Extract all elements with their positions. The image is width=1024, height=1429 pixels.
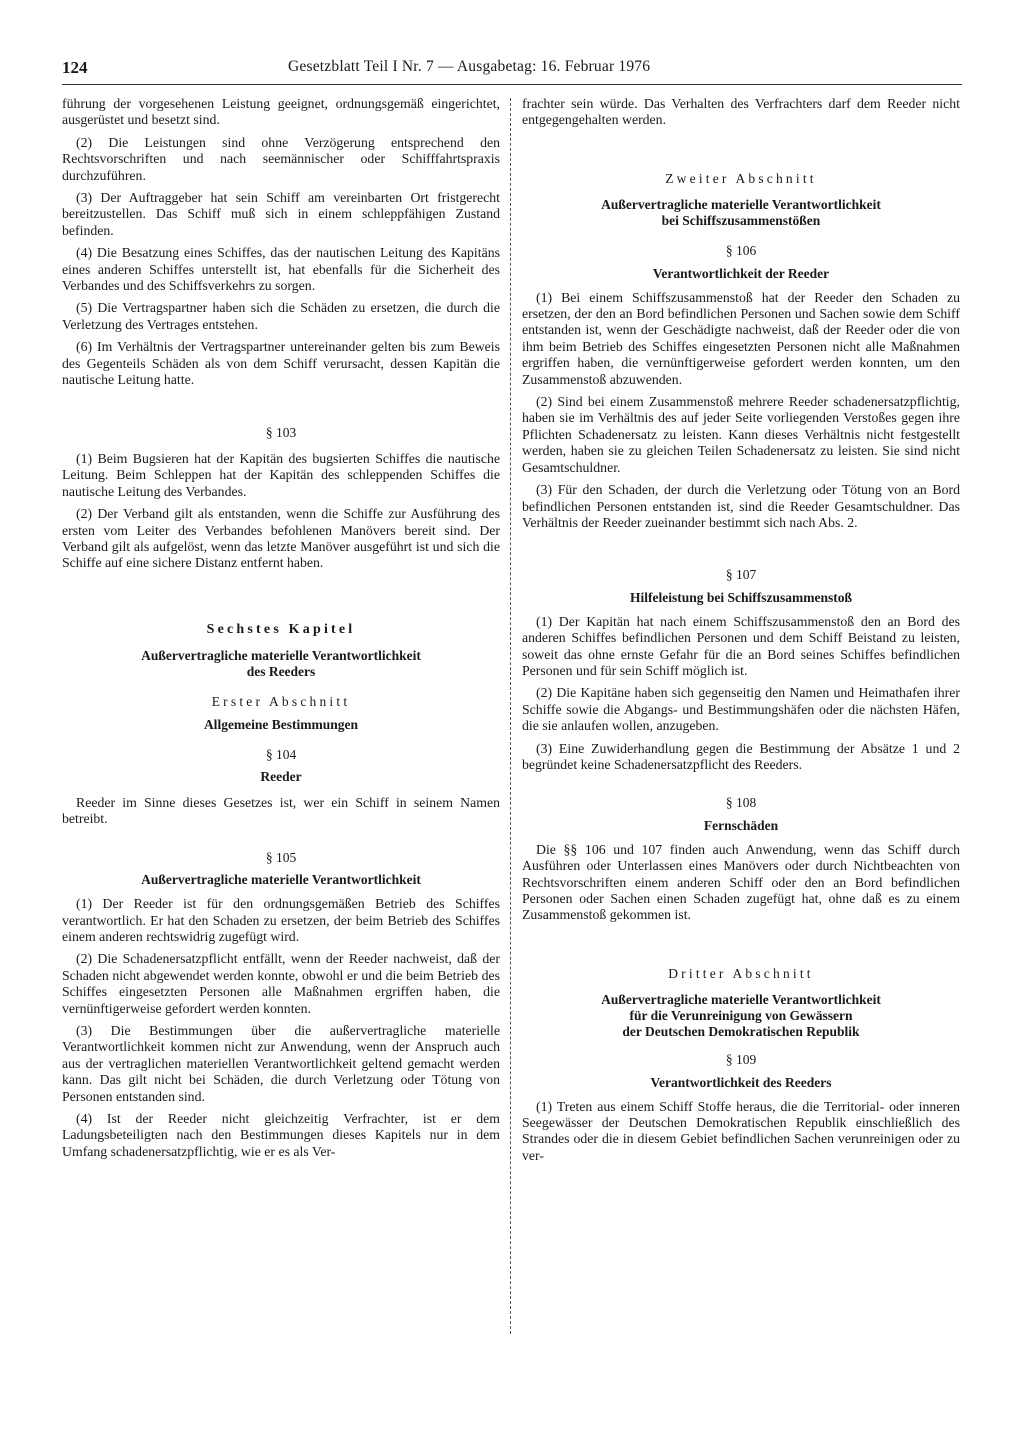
chapter-title: Außervertragliche materielle Verantwortlichkeit [141,648,421,664]
section-title: Verantwortlichkeit der Reeder [652,265,830,281]
paragraph: (3) Die Bestimmungen über die außervertragliche materielle Verantwortlichkeit kommen nicht zur Anwendung, wenn der Anspruch auch aus der vertraglichen materiellen Verantwortlichkeit geltend gemacht werden kann. Das gilt nicht bei Schäden, die durch Verletzung oder Tötung von Personen entstanden sind. [62,1023,500,1104]
chapter-title: des Reeders [246,664,316,680]
section-number: § 106 [725,243,757,259]
section-number: § 108 [725,795,757,811]
paragraph: (2) Die Kapitäne haben sich gegenseitig den Namen und Heimathafen ihrer Schiffe sowie die Abgangs- und Bestimmungshäfen oder die nächsten Häfen, die sie anlaufen wollen, anzugeben. [522,685,960,734]
section-number: § 105 [265,849,297,865]
section-title: Hilfeleistung bei Schiffszusammenstoß [629,589,852,605]
paragraph: (3) Für den Schaden, der durch die Verletzung oder Tötung von an Bord befindlichen Personen entstanden ist, sind die Reeder Gesamtschuldner. Das Verhältnis der Reeder zueinander bestimmt sich nach Abs. 2. [522,482,960,530]
paragraph: (2) Der Verband gilt als entstanden, wenn die Schiffe zur Ausführung des ersten vom Leiter des Verbandes befohlenen Manövers bereit sind. Der Verband gilt als aufgelöst, wenn das letzte Manöver ausgeführt ist und sich die Schiffe auf eine sichere Distanz entfernt haben. [62,506,500,571]
paragraph: (1) Der Kapitän hat nach einem Schiffszusammenstoß den an Bord des anderen Schiffes befindlichen Personen und dem Schiff Beistand zu leisten, soweit das ohne ernste Gefahr für die an Bord seines Schiffes befindlichen Personen und für sein Schiff möglich ist. [522,613,960,678]
paragraph: (4) Die Besatzung eines Schiffes, das der nautischen Leitung des Kapitäns eines anderen Schiffes unterstellt ist, hat ebenfalls für die Sicherheit des Verbandes und des Schiffsverkehrs zu sorgen. [62,245,500,294]
section-title: Außervertragliche materielle Verantwortlichkeit [141,872,421,888]
paragraph: (2) Sind bei einem Zusammenstoß mehrere Reeder schadenersatzpflichtig, haben sie im Verhältnis des auf jeder Seite vorliegenden Verstoßes gegen ihre Pflichten Schadenersatz zu leisten. Kann dieses Verhältnis nicht festgestellt werden, haben sie zu gleichen Teilen Schadenersatz zu leisten. Sie sind nicht Gesamtschuldner. [522,394,960,475]
section-label: Dritter Abschnitt [668,965,814,981]
paragraph: (1) Treten aus einem Schiff Stoffe heraus, die die Territorial- oder inneren Seegewässer der Deutschen Demokratischen Republik einschließlich des Strandes oder die in diesem Gebiet befindlichen Sachen verunreinigen oder zu ver- [522,1098,960,1163]
paragraph: (3) Eine Zuwiderhandlung gegen die Bestimmung der Absätze 1 und 2 begründet keine Schadenersatzpflicht des Reeders. [522,740,960,772]
section-title: Allgemeine Bestimmungen [203,716,359,732]
paragraph: (6) Im Verhältnis der Vertragspartner untereinander gelten bis zum Beweis des Gegenteils Schäden als von dem Schiff verursacht, dessen Kapitän die nautische Leitung hatte. [62,339,500,388]
section-label: Erster Abschnitt [211,694,351,710]
chapter-label: Sechstes Kapitel [206,621,356,637]
section-number: § 109 [725,1052,757,1068]
paragraph: (3) Der Auftraggeber hat sein Schiff am vereinbarten Ort fristgerecht bereitzustellen. Das Schiff muß sich in einem schleppfähigen Zustand befinden. [62,190,500,238]
paragraph: (1) Bei einem Schiffszusammenstoß hat der Reeder den Schaden zu ersetzen, der den an Bord befindlichen Personen und Sachen sowie dem Schiff entstanden ist, wenn der Geschädigte nachweist, daß der Reeder oder die von ihm beim Betrieb des Schiffes eingesetzten Personen nicht alle Maßnahmen ergriffen haben, die vernünftigerweise gefordert werden konnten, um den Zusammenstoß abzuwenden. [522,289,960,387]
section-title: für die Verunreinigung von Gewässern [629,1008,853,1024]
section-number: § 107 [725,567,757,583]
page-header [62,58,962,82]
paragraph: (2) Die Leistungen sind ohne Verzögerung entsprechend den Rechtsvorschriften und nach seemännischer oder Schifffahrtspraxis durchzuführen. [62,134,500,183]
header-rule [62,84,962,85]
section-title: Reeder [260,768,302,784]
paragraph: führung der vorgesehenen Leistung geeignet, ordnungsgemäß eingerichtet, ausgerüstet und besetzt sind. [62,96,500,128]
paragraph: (4) Ist der Reeder nicht gleichzeitig Verfrachter, ist er dem Ladungsbeteiligten nach den Bestimmungen dieses Kapitels nur in dem Umfang schadenersatzpflichtig, wie er es als Ver- [62,1111,500,1159]
paragraph: (1) Der Reeder ist für den ordnungsgemäßen Betrieb des Schiffes verantwortlich. Er hat den Schaden zu ersetzen, der beim Betrieb des Schiffes einem anderen rechtswidrig zugefügt wird. [62,896,500,944]
paragraph: frachter sein würde. Das Verhalten des Verfrachters darf dem Reeder nicht entgegengehalten werden. [522,96,960,128]
column-divider [510,98,511,1334]
section-title: Außervertragliche materielle Verantwortlichkeit [601,197,881,213]
paragraph: Reeder im Sinne dieses Gesetzes ist, wer ein Schiff in seinem Namen betreibt. [62,794,500,827]
section-title: Verantwortlichkeit des Reeders [650,1074,832,1090]
section-number: § 103 [265,424,297,440]
paragraph: (2) Die Schadenersatzpflicht entfällt, wenn der Reeder nachweist, daß der Schaden nicht abgewendet werden konnte, obwohl er und die beim Betrieb des Schiffes eingesetzten Personen alle Maßnahmen ergriffen haben, die vernünftigerweise gefordert werden konnten. [62,951,500,1016]
section-label: Zweiter Abschnitt [665,170,817,186]
section-number: § 104 [265,746,297,762]
section-title: Fernschäden [703,817,779,833]
section-title: der Deutschen Demokratischen Republik [622,1024,860,1040]
gazette-title: Gesetzblatt Teil I Nr. 7 — Ausgabetag: 16. Februar 1976 [288,58,651,75]
paragraph: Die §§ 106 und 107 finden auch Anwendung, wenn das Schiff durch Ausführen oder Unterlassen eines Manövers oder durch Nichtbeachten von Rechtsvorschriften einem anderen Schiff oder den an Bord befindlichen Personen oder Sachen einen Schaden zugefügt hat, ohne daß es zu einem Zusammenstoß gekommen ist. [522,841,960,923]
left-column [62,96,500,1166]
right-column [522,96,960,1170]
paragraph: (5) Die Vertragspartner haben sich die Schäden zu ersetzen, die durch die Verletzung des Vertrages entstehen. [62,300,500,332]
page-number: 124 [62,58,88,77]
paragraph: (1) Beim Bugsieren hat der Kapitän des bugsierten Schiffes die nautische Leitung. Beim Schleppen hat der Kapitän des schleppenden Schiffes die nautische Leitung des Verbandes. [62,450,500,499]
section-title: Außervertragliche materielle Verantwortlichkeit [601,992,881,1008]
section-title: bei Schiffszusammenstößen [661,213,821,229]
